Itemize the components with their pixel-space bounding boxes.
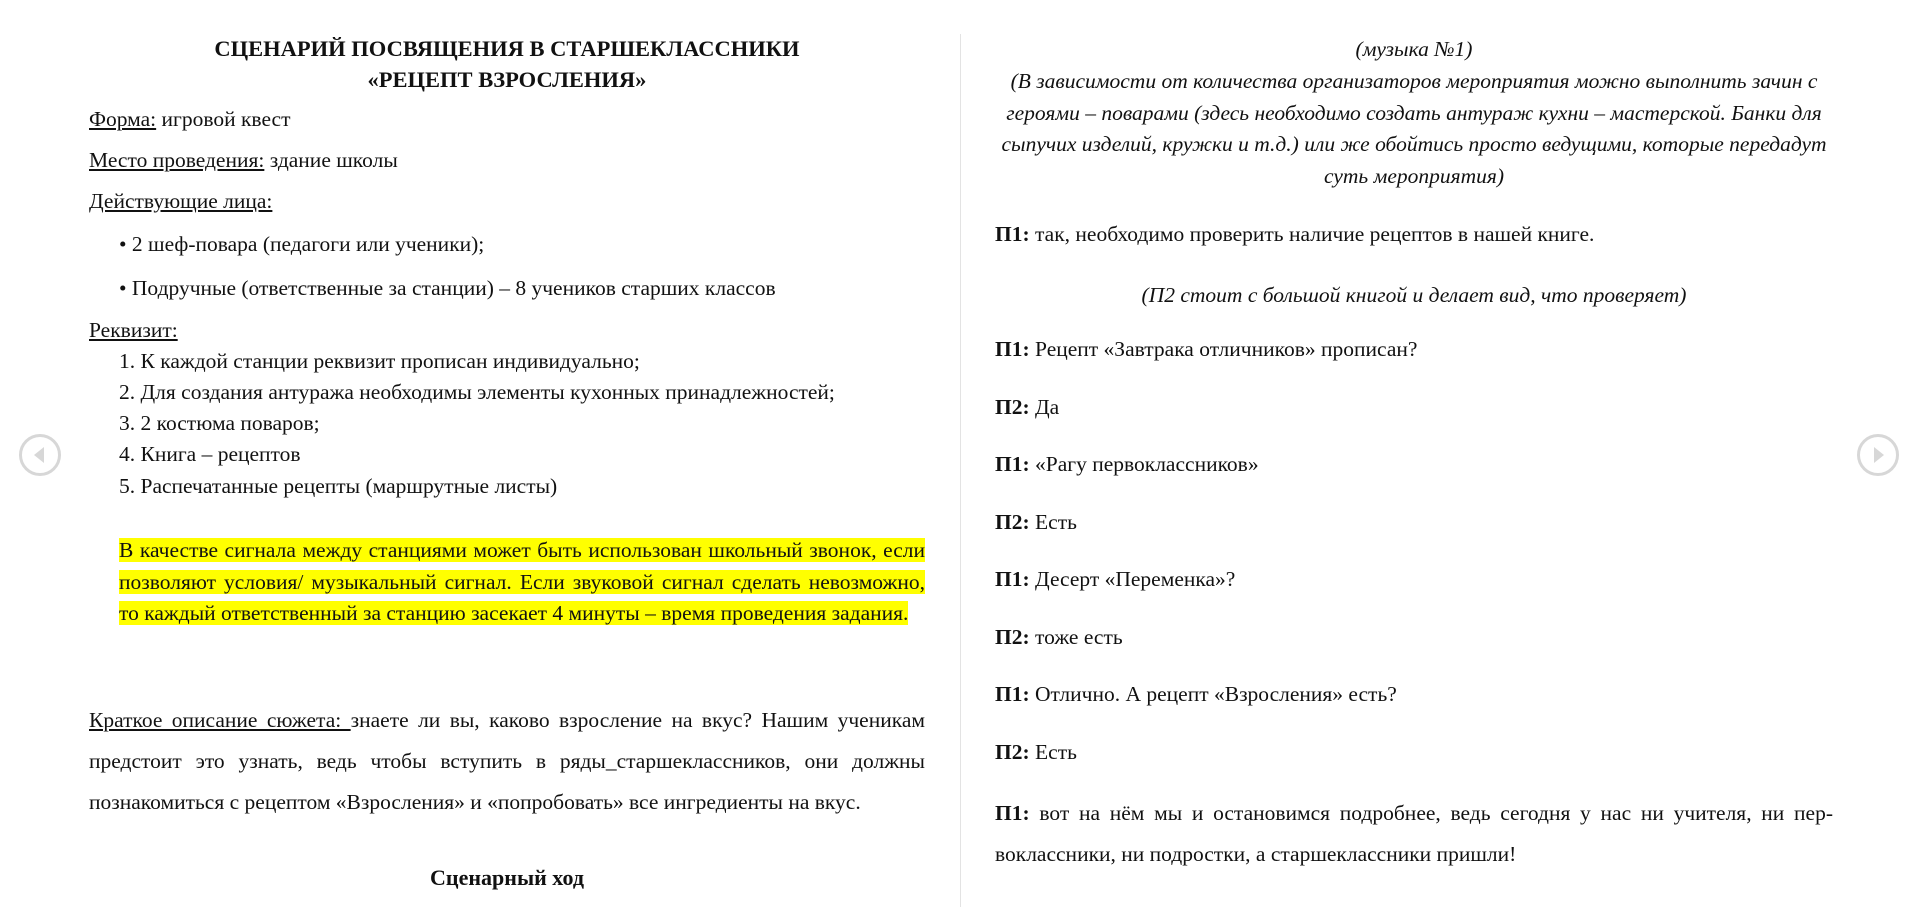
speaker: П1: [995, 222, 1030, 246]
plot-text: знаете ли вы, каково взросление на вкус? Нашим ученикам предстоит это узнать, ведь чтобы вступить в ряды_старшеклассников, они должны познакомиться с рецептом «Взросления» и «попробовать» все ингредиенты на вкус. [89, 708, 926, 814]
dialogue-line: П2: Есть [995, 740, 1077, 764]
props-item: 5. Распечатанные рецепты (маршрутные листы) [119, 474, 558, 498]
dialogue-line: П2: Да [995, 395, 1060, 419]
speaker: П1: [995, 682, 1030, 706]
title-line-1: СЦЕНАРИЙ ПОСВЯЩЕНИЯ В СТАРШЕКЛАССНИКИ [214, 36, 800, 61]
props-label-line [89, 318, 178, 343]
speaker: П1: [995, 801, 1030, 825]
place-line [89, 148, 398, 173]
form-label: Форма: [89, 107, 157, 131]
dialogue-line: П2: тоже есть [995, 625, 1123, 649]
persons-label: Действующие лица: [89, 189, 273, 213]
music-note: (музыка №1) [1355, 37, 1473, 61]
dialogue-line: П1: Отлично. А рецепт «Взросления» есть? [995, 682, 1397, 706]
speaker: П1: [995, 452, 1030, 476]
dialogue-line: П2: Есть [995, 510, 1077, 534]
speaker: П2: [995, 510, 1030, 534]
person-item: • Подручные (ответственные за станции) – 8 учеников старших классов [119, 276, 776, 300]
document-title [89, 33, 925, 95]
place-label: Место проведения: [89, 148, 265, 172]
props-item: 3. 2 костюма поваров; [119, 411, 320, 435]
previous-page-button[interactable] [19, 434, 61, 476]
dialogue-line: П1: Десерт «Переменка»? [995, 567, 1236, 591]
props-item: 4. Книга – рецептов [119, 442, 301, 466]
dialogue-line: П1: вот на нём мы и остановимся подробнее, ведь сегодня у нас ни учителя, ни первоклассники, ни подростки, а старшеклассники пришли! [995, 801, 1833, 866]
page-divider [960, 34, 961, 907]
chevron-left-icon [22, 437, 58, 473]
props-item: 2. Для создания антуража необходимы элементы кухонных принадлежностей; [119, 380, 835, 404]
dialogue-line: П1: Рецепт «Завтрака отличников» прописан? [995, 337, 1418, 361]
props-label: Реквизит: [89, 318, 178, 342]
speaker: П1: [995, 567, 1030, 591]
title-line-2: «РЕЦЕПТ ВЗРОСЛЕНИЯ» [367, 67, 647, 92]
speaker: П2: [995, 740, 1030, 764]
dialogue-line: П1: так, необходимо проверить наличие рецептов в нашей книге. [995, 222, 1595, 246]
next-page-button[interactable] [1857, 434, 1899, 476]
speaker: П2: [995, 395, 1030, 419]
form-line [89, 107, 290, 132]
persons-label-line [89, 189, 272, 214]
stage-note: (П2 стоит с большой книгой и делает вид, что проверяет) [1141, 283, 1687, 307]
dialogue-line: П1: «Рагу первоклассников» [995, 452, 1259, 476]
form-value: игровой квест [156, 107, 291, 131]
place-value: здание школы [264, 148, 398, 172]
speaker: П2: [995, 625, 1030, 649]
intro-note: (В зависимости от количества организаторов мероприятия можно выполнить зачин с героями – поварами (здесь необходимо создать антураж кухни – мастерской. Банки для сыпучих изделий, кружки и т.д.) или же обойтись просто ведущими, которые передадут суть мероприятия) [1001, 69, 1827, 188]
scenario-heading: Сценарный ход [430, 865, 584, 890]
props-item: 1. К каждой станции реквизит прописан индивидуально; [119, 349, 640, 373]
signal-note [119, 535, 925, 630]
speaker: П1: [995, 337, 1030, 361]
person-item: • 2 шеф-повара (педагоги или ученики); [119, 232, 485, 256]
highlighted-text: В качестве сигнала между станциями может быть использован школьный звонок, если позволяют условия/ музыкальный сигнал. Если звуковой сигнал сделать невозможно, то каждый ответственный за станцию засекает 4 минуты – время проведения задания. [119, 538, 925, 625]
plot-label: Краткое описание сюжета: [89, 708, 351, 732]
chevron-right-icon [1860, 437, 1896, 473]
plot-description [89, 700, 925, 823]
